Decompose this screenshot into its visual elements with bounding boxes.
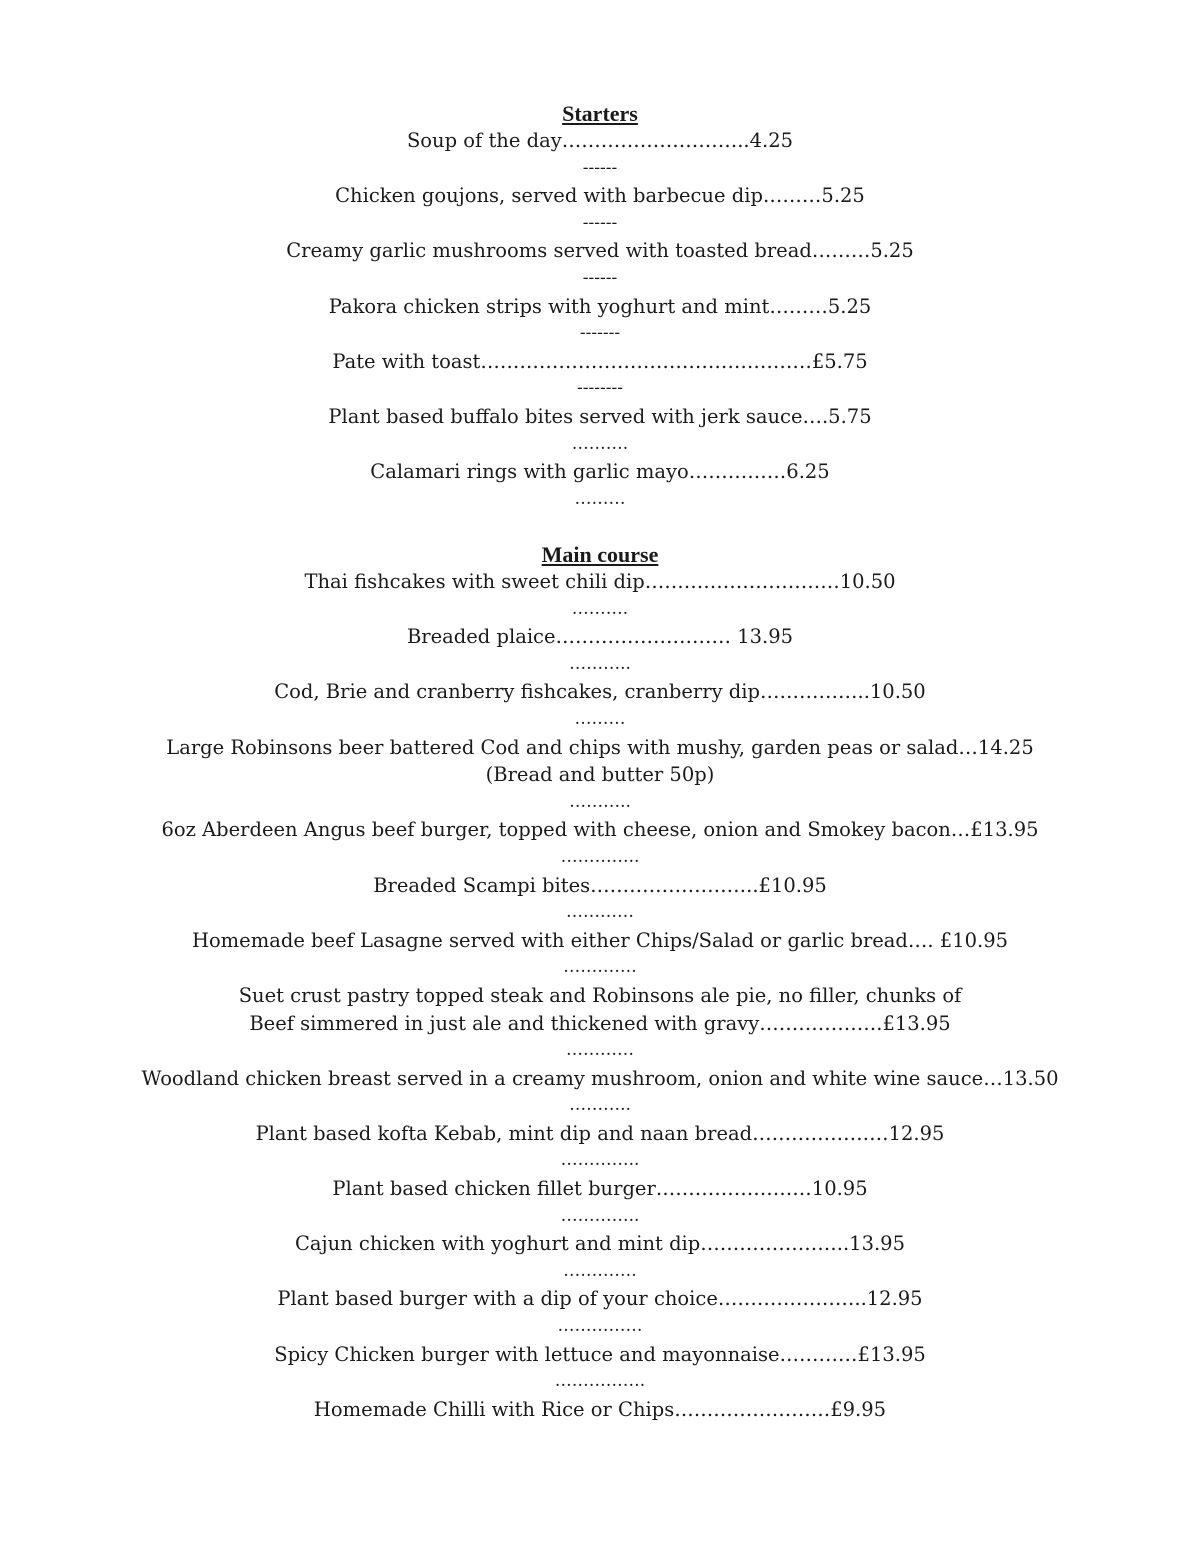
menu-item: Suet crust pastry topped steak and Robinsons ale pie, no filler, chunks of [238,983,962,1007]
menu-item: Plant based kofta Kebab, mint dip and naan bread…………………12.95 [255,1121,945,1145]
separator: ……… [574,488,626,509]
menu-item: Plant based buffalo bites served with jerk sauce….5.75 [328,404,872,428]
separator: ……….. [569,653,631,674]
separator: ------ [582,157,618,178]
menu-item-note: (Bread and butter 50p) [485,763,715,787]
menu-item: Pakora chicken strips with yoghurt and mint………5.25 [328,294,872,318]
separator: ……….. [569,791,631,812]
separator: ………….. [560,1150,640,1171]
menu-item: Breaded plaice……………………… 13.95 [406,625,794,649]
menu-item: Cajun chicken with yoghurt and mint dip…………………..13.95 [294,1232,905,1256]
main-course-heading: Main course [541,542,659,567]
separator: …………. [563,1260,637,1281]
menu-item: 6oz Aberdeen Angus beef burger, topped with cheese, onion and Smokey bacon…£13.95 [161,818,1039,842]
menu-item: Large Robinsons beer battered Cod and chips with mushy, garden peas or salad…14.25 [166,735,1034,759]
menu-item: Woodland chicken breast served in a creamy mushroom, onion and white wine sauce…13.50 [141,1066,1059,1090]
menu-item: Homemade beef Lasagne served with either Chips/Salad or garlic bread…. £10.95 [191,928,1009,952]
separator: ………. [571,433,629,454]
separator: ……………. [554,1371,646,1392]
separator: ------- [579,323,621,344]
menu-item: Chicken goujons, served with barbecue dip………5.25 [335,184,865,208]
menu-item: Calamari rings with garlic mayo……………6.25 [370,460,830,484]
main-course-section [0,541,1200,1423]
menu-item: Plant based chicken fillet burger……………………10.95 [332,1177,868,1201]
separator: …………… [557,1316,643,1337]
starters-heading: Starters [562,101,638,126]
separator: ………. [571,598,629,619]
separator: ………… [566,1040,634,1061]
menu-item: Pate with toast……………………………………………£5.75 [332,349,868,373]
separator: ………… [566,902,634,923]
menu-item: Soup of the day………………………..4.25 [406,129,794,152]
starters-section [0,100,1200,513]
separator: …………. [563,957,637,978]
menu-item: Spicy Chicken burger with lettuce and mayonnaise…………£13.95 [274,1342,926,1366]
separator: ………….. [560,846,640,867]
menu-item: Cod, Brie and cranberry fishcakes, cranberry dip……………..10.50 [274,680,926,704]
separator: ------ [582,212,618,233]
separator: -------- [577,378,623,399]
menu-item: Beef simmered in just ale and thickened with gravy……………….£13.95 [249,1011,951,1035]
menu-item: Plant based burger with a dip of your choice…………………..12.95 [277,1287,923,1311]
menu-item: Creamy garlic mushrooms served with toasted bread………5.25 [286,239,914,263]
menu-item: Homemade Chilli with Rice or Chips……………………£9.95 [313,1397,887,1421]
menu-item: Thai fishcakes with sweet chili dip…………………………10.50 [304,570,896,593]
separator: ------ [582,267,618,288]
separator: ………….. [560,1205,640,1226]
menu-item: Breaded Scampi bites……………………..£10.95 [373,873,827,897]
separator: ……….. [569,1095,631,1116]
separator: ……… [574,708,626,729]
